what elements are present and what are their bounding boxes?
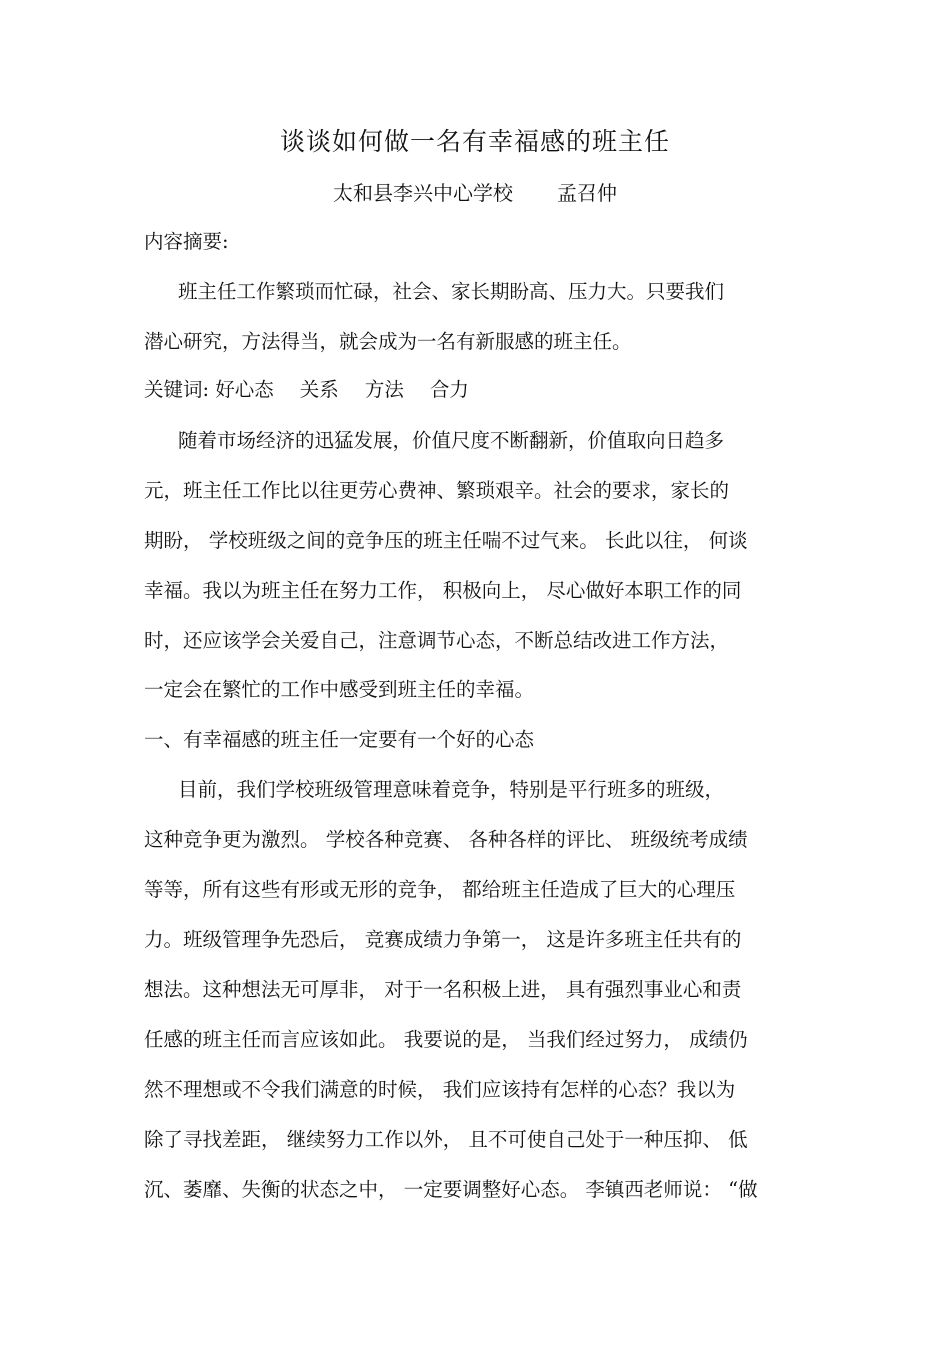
paragraph-line: 沉、萎靡、失衡的状态之中， 一定要调整好心态。 李镇西老师说： “做 <box>144 1178 758 1201</box>
paragraph-line: 这种竞争更为激烈。 学校各种竞赛、 各种各样的评比、 班级统考成绩 <box>144 828 748 851</box>
keyword: 关系 <box>299 378 339 401</box>
keyword: 合力 <box>429 378 469 401</box>
keyword: 方法 <box>364 378 404 401</box>
keywords-line <box>144 374 814 406</box>
paragraph-line: 目前，我们学校班级管理意味着竞争，特别是平行班多的班级， <box>178 778 725 801</box>
paragraph-line: 任感的班主任而言应该如此。 我要说的是， 当我们经过努力， 成绩仍 <box>144 1028 748 1051</box>
paragraph-line: 等等，所有这些有形或无形的竞争， 都给班主任造成了巨大的心理压 <box>144 878 736 901</box>
author-name: 孟召仲 <box>557 181 617 205</box>
paragraph-line: 力。班级管理争先恐后， 竞赛成绩力争第一， 这是许多班主任共有的 <box>144 928 742 951</box>
document-title: 谈谈如何做一名有幸福感的班主任 <box>279 127 670 156</box>
paragraph-line: 期盼， 学校班级之间的竞争压的班主任喘不过气来。 长此以往， 何谈 <box>144 529 748 552</box>
school-name: 太和县李兴中心学校 <box>333 181 513 205</box>
paragraph-line: 班主任工作繁琐而忙碌，社会、家长期盼高、压力大。只要我们 <box>178 280 725 303</box>
section-heading: 一、有幸福感的班主任一定要有一个好的心态 <box>144 728 535 751</box>
paragraph-line: 除了寻找差距， 继续努力工作以外， 且不可使自己处于一种压抑、 低 <box>144 1128 748 1151</box>
keywords-label: 关键词: <box>144 378 210 401</box>
paragraph-line: 一定会在繁忙的工作中感受到班主任的幸福。 <box>144 678 535 701</box>
paragraph-line: 随着市场经济的迅猛发展，价值尺度不断翻新，价值取向日趋多 <box>178 429 725 452</box>
author-line <box>0 176 950 210</box>
paragraph-line: 潜心研究，方法得当，就会成为一名有新服感的班主任。 <box>144 330 632 353</box>
paragraph-line: 然不理想或不令我们满意的时候， 我们应该持有怎样的心态？我以为 <box>144 1078 736 1101</box>
paragraph-line: 元，班主任工作比以往更劳心费神、繁琐艰辛。社会的要求，家长的 <box>144 479 730 502</box>
paragraph-line: 时，还应该学会关爱自己，注意调节心态，不断总结改进工作方法， <box>144 629 730 652</box>
paragraph-line: 幸福。我以为班主任在努力工作， 积极向上， 尽心做好本职工作的同 <box>144 579 742 602</box>
paragraph-line: 想法。这种想法无可厚非， 对于一名积极上进， 具有强烈事业心和责 <box>144 978 742 1001</box>
abstract-label: 内容摘要: <box>144 230 229 253</box>
keyword: 好心态 <box>215 378 274 401</box>
